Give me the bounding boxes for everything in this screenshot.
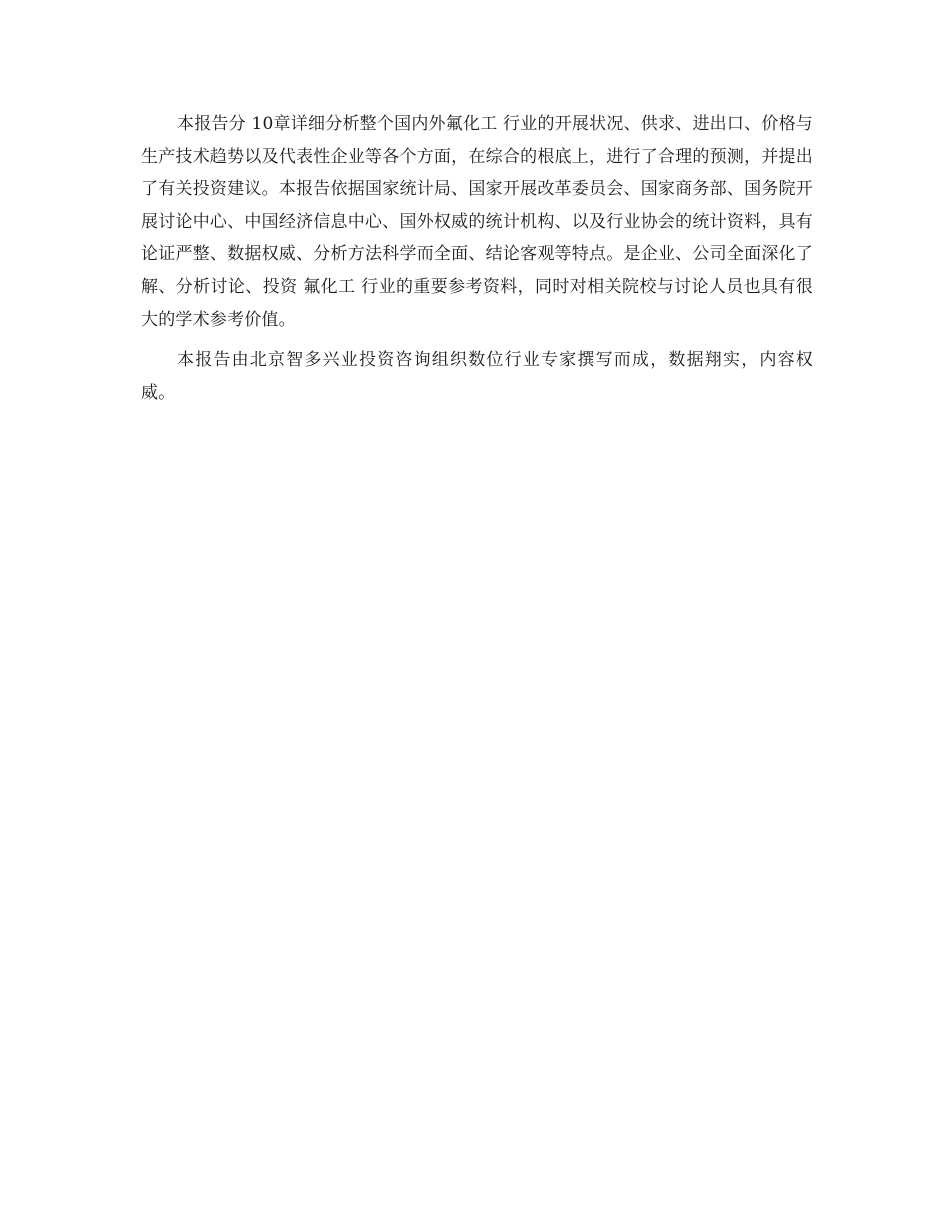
document-body: [141, 108, 813, 409]
paragraph-report-overview: 本报告分 10章详细分析整个国内外氟化工 行业的开展状况、供求、进出口、价格与生产技术趋势以及代表性企业等各个方面，在综合的根底上，进行了合理的预测，并提出了有关投资建议。本报告依据国家统计局、国家开展改革委员会、国家商务部、国务院开展讨论中心、中国经济信息中心、国外权威的统计机构、以及行业协会的统计资料，具有论证严整、数据权威、分析方法科学而全面、结论客观等特点。是企业、公司全面深化了解、分析讨论、投资 氟化工 行业的重要参考资料，同时对相关院校与讨论人员也具有很大的学术参考价值。: [141, 114, 813, 330]
paragraph-report-authors: 本报告由北京智多兴业投资咨询组织数位行业专家撰写而成，数据翔实，内容权威。: [141, 350, 813, 403]
